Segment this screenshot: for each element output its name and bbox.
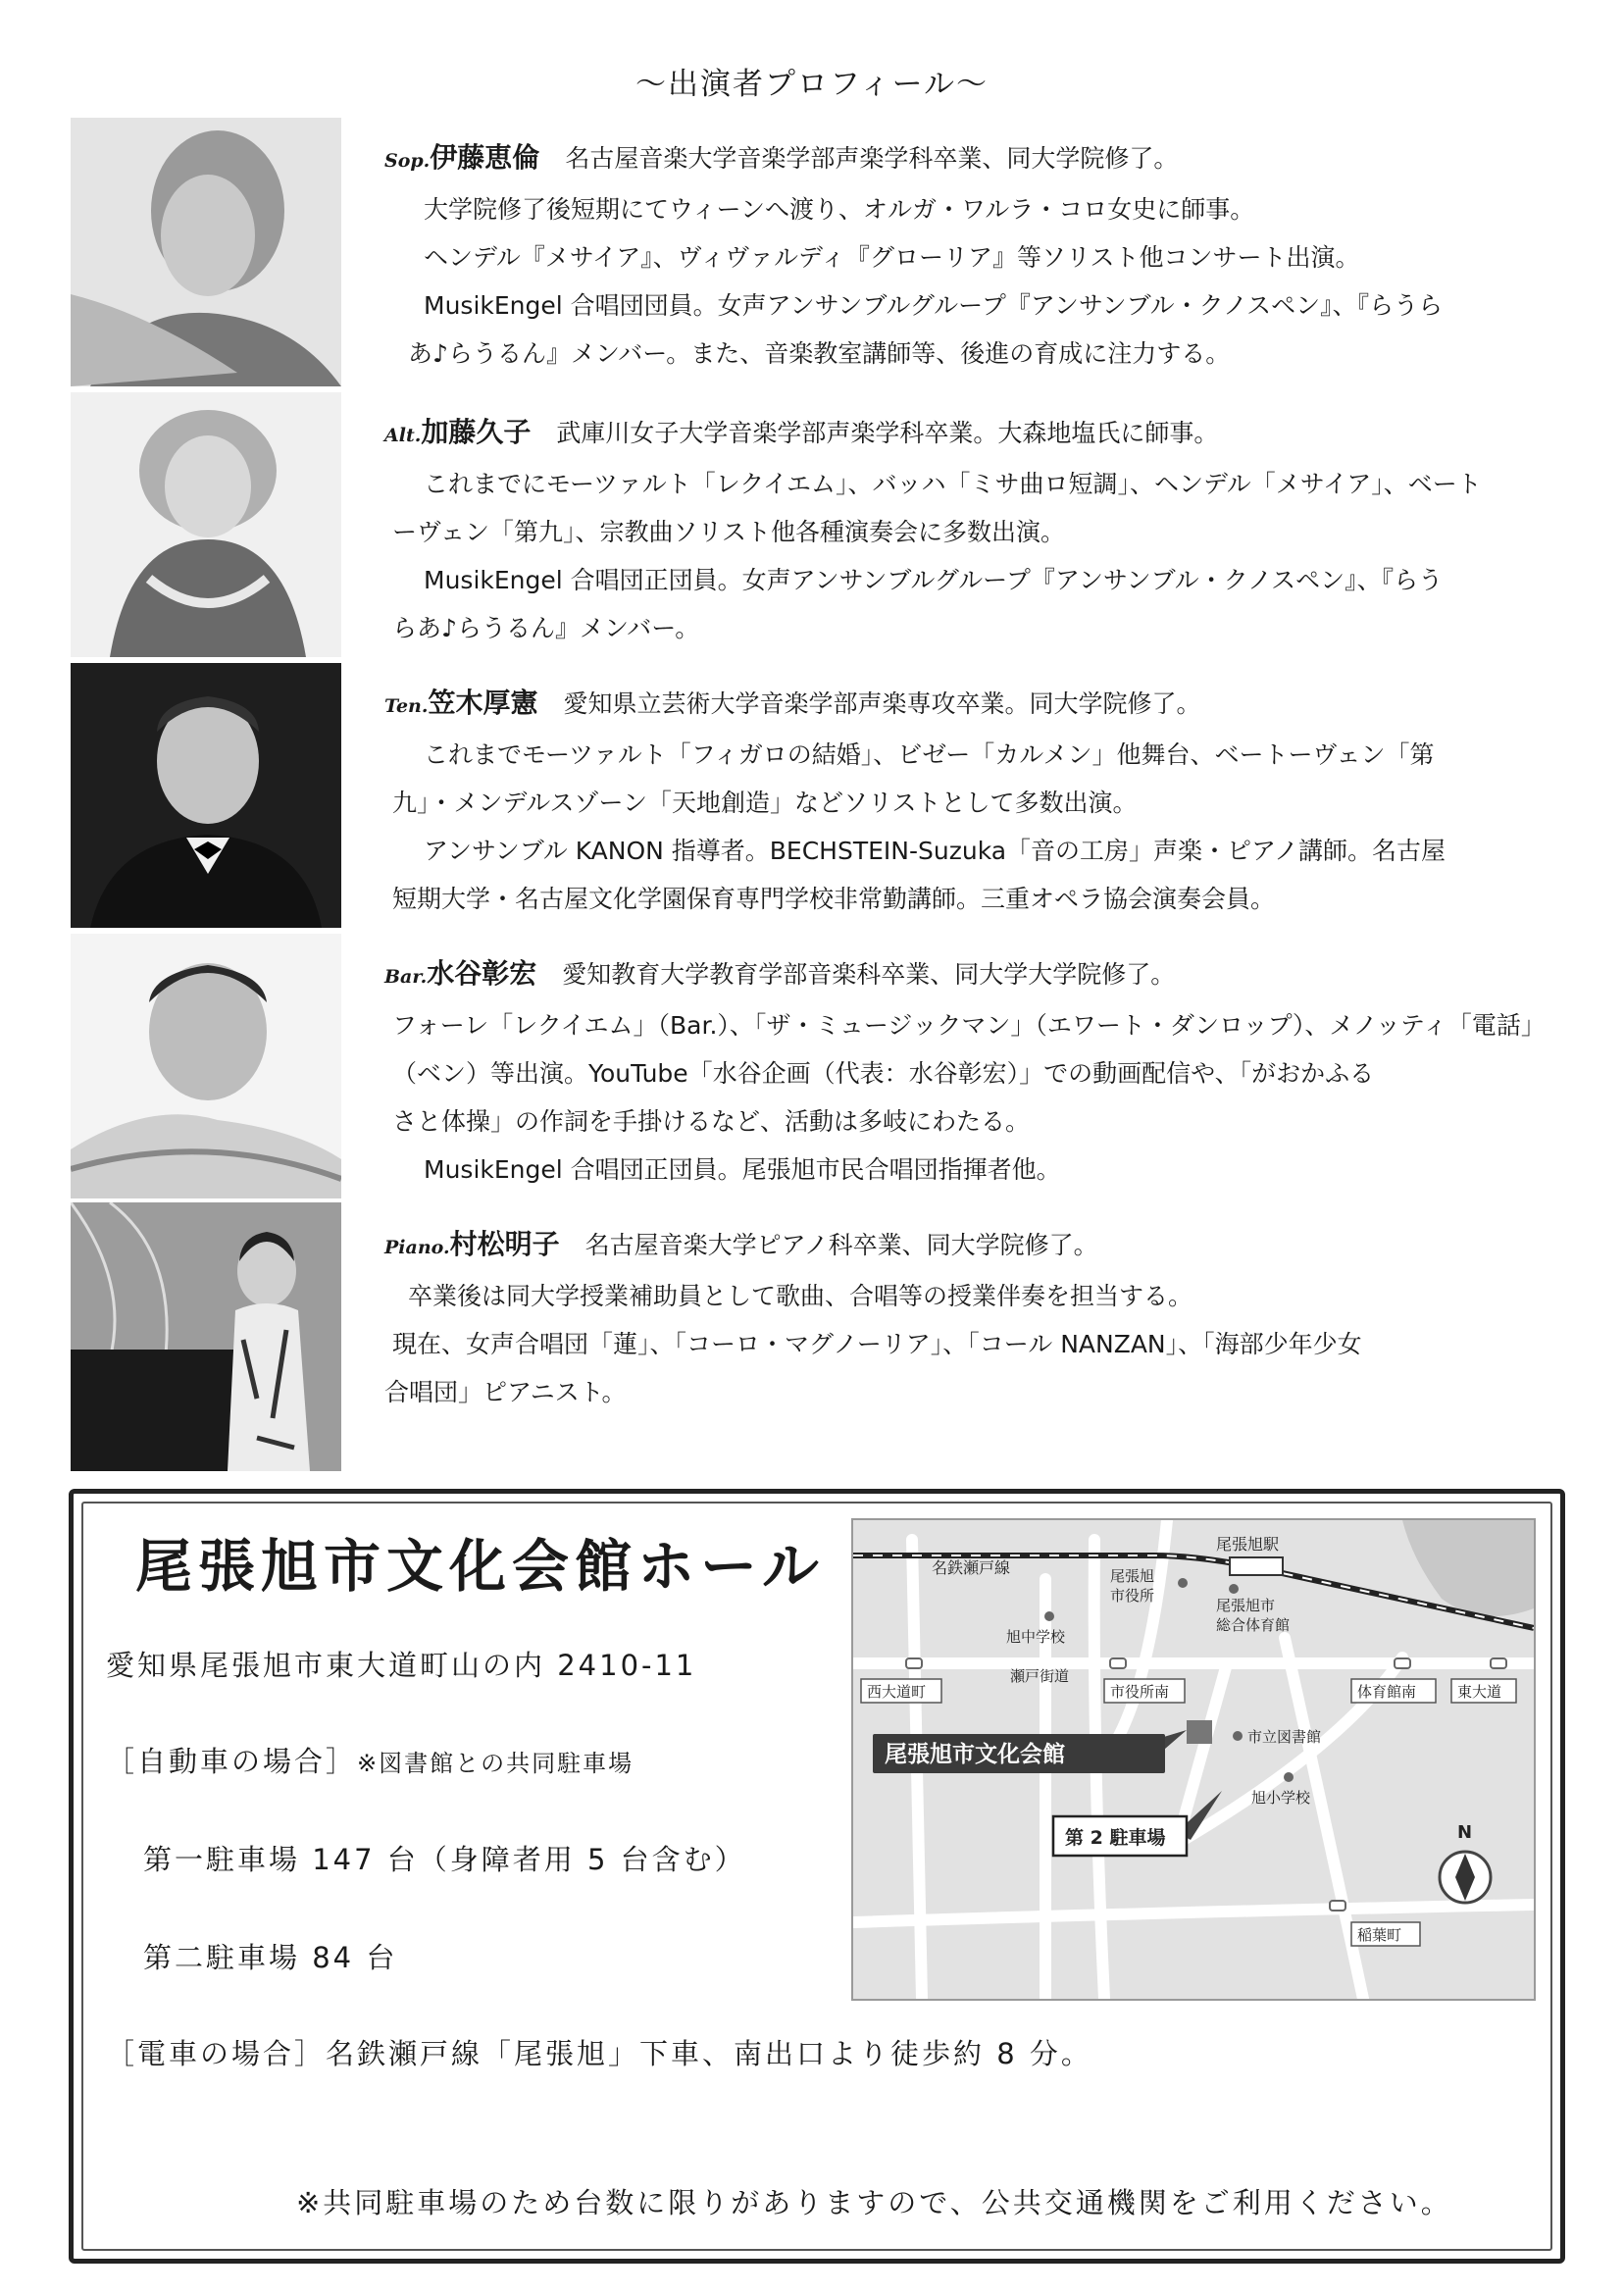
- map-city-hall-1: 尾張旭: [1110, 1567, 1155, 1585]
- map-south-stop: 稲葉町: [1357, 1926, 1402, 1944]
- map-school-1: 旭中学校: [1006, 1628, 1066, 1646]
- page-title: ～出演者プロフィール～: [635, 67, 989, 102]
- poi-marker-icon: [1284, 1772, 1294, 1782]
- map-school-2: 旭小学校: [1251, 1789, 1311, 1807]
- parking-2: 第二駐車場 84 台: [143, 1941, 398, 1974]
- profile-header: [384, 949, 1571, 1001]
- profile-line: さと体操」の作詞を手掛けるなど、活動は多岐にわたる。: [392, 1107, 1031, 1136]
- map-venue-label: 尾張旭市文化会館: [885, 1742, 1065, 1767]
- map-road-label: 瀬戸街道: [1010, 1667, 1070, 1685]
- venue-name: 尾張旭市文化会館ホール: [135, 1533, 825, 1600]
- voice-part: Ten.: [384, 695, 429, 717]
- performer-name: 村松明子: [449, 1228, 560, 1260]
- performer-photo-ten: [71, 663, 341, 928]
- map-stop-label: 市役所南: [1110, 1683, 1170, 1701]
- venue-address: 愛知県尾張旭市東大道町山の内 2410-11: [106, 1649, 697, 1682]
- venue-building-icon: [1187, 1720, 1212, 1744]
- profile-header: [384, 1220, 1571, 1272]
- poi-marker-icon: [1178, 1578, 1188, 1588]
- profile-header: [384, 408, 1571, 460]
- transit-notice: ※共同駐車場のため台数に限りがありますので、公共交通機関をご利用ください。: [296, 2186, 1452, 2219]
- profile-header: [384, 133, 1571, 185]
- profile-line: MusikEngel 合唱団団員。女声アンサンブルグループ『アンサンブル・クノスペン』、『らうら: [424, 291, 1444, 320]
- map-stop-label: 東大道: [1457, 1683, 1502, 1701]
- car-heading: ［自動車の場合］: [106, 1745, 358, 1778]
- profile-line: MusikEngel 合唱団正団員。尾張旭市民合唱団指揮者他。: [424, 1155, 1061, 1184]
- stop-marker-icon: [1330, 1901, 1345, 1911]
- profile-line: MusikEngel 合唱団正団員。女声アンサンブルグループ『アンサンブル・クノスペン』、『らう: [424, 566, 1444, 594]
- stop-marker-icon: [1491, 1658, 1506, 1668]
- performer-name: 伊藤恵倫: [430, 141, 540, 174]
- profile-line: 現在、女声合唱団「蓮」、「コーロ・マグノーリア」、「コール NANZAN」、「海部少年少女: [392, 1330, 1362, 1358]
- performer-profile-ten: [384, 679, 1571, 923]
- profile-line: 卒業後は同大学授業補助員として歌曲、合唱等の授業伴奏を担当する。: [408, 1282, 1193, 1310]
- performer-name: 笠木厚憲: [428, 687, 538, 719]
- map-gym-2: 総合体育館: [1216, 1616, 1291, 1634]
- profile-line: フォーレ「レクイエム」（Bar.）、「ザ・ミュージックマン」（エワート・ダンロップ）、メノッティ「電話」: [392, 1011, 1546, 1040]
- profile-line: これまでモーツァルト「フィガロの結婚」、ビゼー「カルメン」他舞台、ベートーヴェン「第: [424, 740, 1435, 769]
- compass-north-label: N: [1457, 1822, 1473, 1843]
- map-line-label: 名鉄瀬戸線: [932, 1558, 1011, 1577]
- profile-line: これまでにモーツァルト「レクイエム」、バッハ「ミサ曲ロ短調」、ヘンデル「メサイア」、ベート: [424, 470, 1482, 498]
- performer-name: 加藤久子: [421, 416, 532, 448]
- poi-marker-icon: [1044, 1611, 1054, 1621]
- performer-profile-sop: [384, 133, 1571, 378]
- profile-line: アンサンブル KANON 指導者。BECHSTEIN-Suzuka「音の工房」声楽・ピアノ講師。名古屋: [424, 837, 1446, 865]
- profile-line: 九」・メンデルスゾーン「天地創造」などソリストとして多数出演。: [392, 789, 1138, 817]
- profile-line: 大学院修了後短期にてウィーンへ渡り、オルガ・ワルラ・コロ女史に師事。: [424, 195, 1255, 224]
- stop-marker-icon: [1110, 1658, 1126, 1668]
- stop-marker-icon: [906, 1658, 922, 1668]
- profile-line: 合唱団」ピアニスト。: [384, 1378, 627, 1406]
- car-access: [106, 1740, 634, 1780]
- voice-part: Bar.: [384, 966, 428, 988]
- train-access: ［電車の場合］名鉄瀬戸線「尾張旭」下車、南出口より徒歩約 8 分。: [106, 2037, 1092, 2070]
- car-note: ※図書館との共同駐車場: [357, 1750, 634, 1777]
- voice-part: Sop.: [384, 150, 431, 172]
- poi-marker-icon: [1229, 1584, 1239, 1594]
- parking-1: 第一駐車場 147 台（身障者用 5 台含む）: [143, 1843, 746, 1876]
- profile-summary: 名古屋音楽大学音楽学部声楽学科卒業、同大学院修了。: [565, 144, 1179, 173]
- access-map: [851, 1518, 1536, 2001]
- profile-summary: 武庫川女子大学音楽学部声楽学科卒業。大森地塩氏に師事。: [556, 419, 1219, 447]
- map-parking2-label: 第 2 駐車場: [1065, 1827, 1166, 1849]
- map-station-label: 尾張旭駅: [1216, 1535, 1280, 1554]
- performer-photo-alt: [71, 392, 341, 657]
- performer-name: 水谷彰宏: [427, 957, 537, 990]
- profile-line: 短期大学・名古屋文化学園保育専門学校非常勤講師。三重オペラ協会演奏会員。: [392, 885, 1276, 913]
- voice-part: Alt.: [384, 425, 422, 446]
- performer-profile-bar: [384, 949, 1571, 1194]
- profile-line: あ♪らうるん』メンバー。また、音楽教室講師等、後進の育成に注力する。: [408, 339, 1231, 368]
- performer-profile-piano: [384, 1220, 1571, 1416]
- performer-profile-alt: [384, 408, 1571, 652]
- map-stop-label: 西大道町: [867, 1683, 927, 1701]
- performer-photo-piano: [71, 1202, 341, 1471]
- profile-summary: 名古屋音楽大学ピアノ科卒業、同大学院修了。: [584, 1231, 1098, 1259]
- map-library-label: 市立図書館: [1247, 1728, 1322, 1746]
- profile-summary: 愛知教育大学教育学部音楽科卒業、同大学大学院修了。: [562, 960, 1176, 989]
- profile-line: らあ♪らうるん』メンバー。: [392, 614, 700, 642]
- map-city-hall-2: 市役所: [1110, 1587, 1155, 1605]
- poi-marker-icon: [1233, 1731, 1243, 1741]
- performer-photo-sop: [71, 118, 341, 386]
- voice-part: Piano.: [384, 1237, 450, 1258]
- map-gym-1: 尾張旭市: [1216, 1597, 1276, 1614]
- stop-marker-icon: [1395, 1658, 1410, 1668]
- map-stop-label: 体育館南: [1357, 1683, 1417, 1701]
- profile-line: ーヴェン「第九」、宗教曲ソリスト他各種演奏会に多数出演。: [392, 518, 1066, 546]
- profile-line: ヘンデル『メサイア』、ヴィヴァルディ『グローリア』等ソリスト他コンサート出演。: [424, 243, 1360, 272]
- profile-summary: 愛知県立芸術大学音楽学部声楽専攻卒業。同大学院修了。: [563, 689, 1201, 718]
- profile-header: [384, 679, 1571, 731]
- station-icon: [1230, 1557, 1283, 1575]
- performer-photo-bar: [71, 934, 341, 1198]
- profile-line: （ベン）等出演。YouTube「水谷企画（代表：水谷彰宏）」での動画配信や、「がおかふる: [392, 1059, 1375, 1088]
